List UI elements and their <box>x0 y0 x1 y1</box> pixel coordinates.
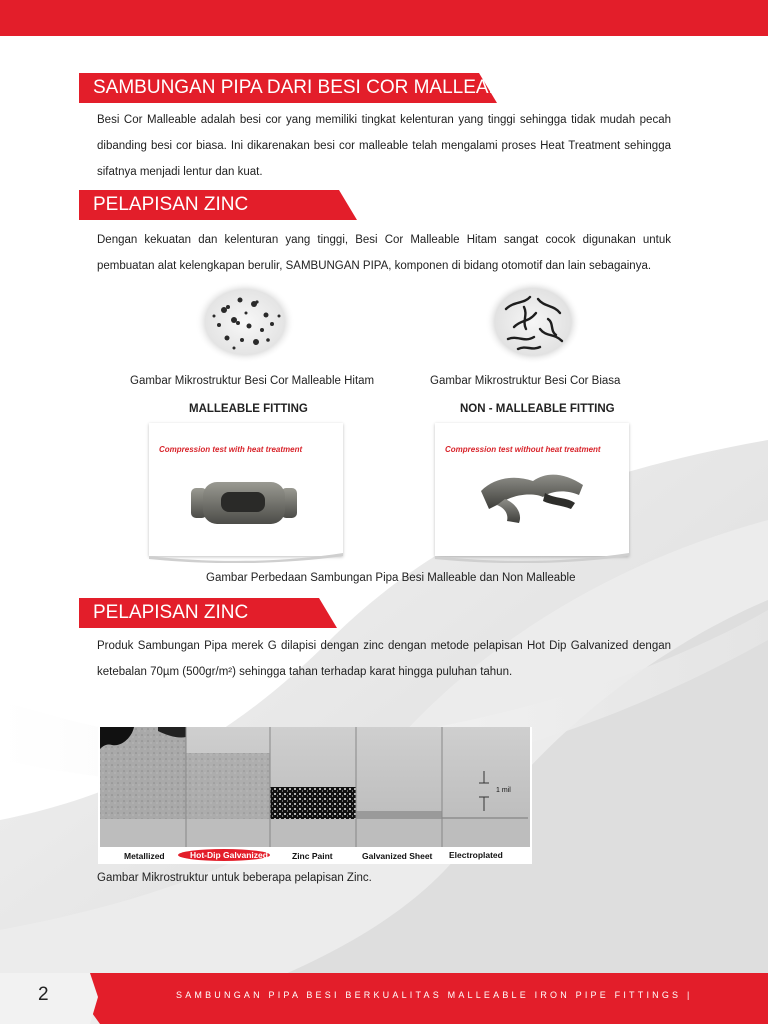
coating-caption: Gambar Mikrostruktur untuk beberapa pelapisan Zinc. <box>97 872 372 884</box>
microstructure-caption-right: Gambar Mikrostruktur Besi Cor Biasa <box>430 375 621 387</box>
malleable-fitting-photo <box>149 423 343 556</box>
fitting-image <box>189 478 299 528</box>
cast-iron-microstructure-image <box>484 279 582 365</box>
footer-text: SAMBUNGAN PIPA BESI BERKUALITAS MALLEABLE IRON PIPE FITTINGS | <box>176 990 693 1000</box>
section-body: Besi Cor Malleable adalah besi cor yang memiliki tingkat kelenturan yang tinggi sehingga tidak mudah pecah dibanding besi cor biasa. Ini dikarenakan besi cor malleable telah mengalami proses Heat Treatment sehingga sifatnya menjadi lentur dan kuat. <box>97 114 671 178</box>
photo-label: Compression test without heat treatment <box>445 445 601 454</box>
malleable-fitting-title: MALLEABLE FITTING <box>189 403 308 415</box>
section-header-zinc-1 <box>79 190 357 220</box>
section-header-malleable <box>79 73 525 103</box>
top-accent-bar <box>0 0 768 36</box>
section-body: Dengan kekuatan dan kelenturan yang tinggi, Besi Cor Malleable Hitam sangat cocok digunakan untuk pembuatan alat kelengkapan berulir, SAMBUNGAN PIPA, komponen di bidang otomotif dan lain sebagainya. <box>97 234 671 272</box>
microstructure-caption-left: Gambar Mikrostruktur Besi Cor Malleable Hitam <box>130 375 375 387</box>
section-title: PELAPISAN ZINC <box>93 602 249 623</box>
photo-label: Compression test with heat treatment <box>159 445 303 454</box>
fitting-image <box>475 463 593 533</box>
zinc-coating-comparison-image <box>98 727 532 864</box>
section-header-zinc-2 <box>79 598 337 628</box>
coating-label: Zinc Paint <box>292 851 333 861</box>
coating-label-highlighted: Hot-Dip Galvanized <box>190 850 268 860</box>
section-body: Produk Sambungan Pipa merek G dilapisi dengan zinc dengan metode pelapisan Hot Dip Galvanized dengan ketebalan 70µm (500gr/m²) sehingga tahan terhadap karat hingga puluhan tahun. <box>97 640 671 678</box>
section-title: PELAPISAN ZINC <box>93 194 249 215</box>
non-malleable-fitting-title: NON - MALLEABLE FITTING <box>460 403 615 415</box>
page-number: 2 <box>38 984 49 1005</box>
coating-micrograph <box>98 727 532 864</box>
fittings-caption: Gambar Perbedaan Sambungan Pipa Besi Malleable dan Non Malleable <box>206 572 576 584</box>
photo-card-curl <box>149 553 343 563</box>
coating-label: Galvanized Sheet <box>362 851 433 861</box>
coating-label: Electroplated <box>449 850 503 860</box>
scale-label: 1 mil <box>496 787 511 794</box>
section-title: SAMBUNGAN PIPA DARI BESI COR MALLEABLE <box>93 77 525 98</box>
photo-card-curl <box>435 553 629 563</box>
malleable-microstructure-image <box>194 280 296 364</box>
coating-label: Metallized <box>124 851 165 861</box>
non-malleable-fitting-photo <box>435 423 629 556</box>
